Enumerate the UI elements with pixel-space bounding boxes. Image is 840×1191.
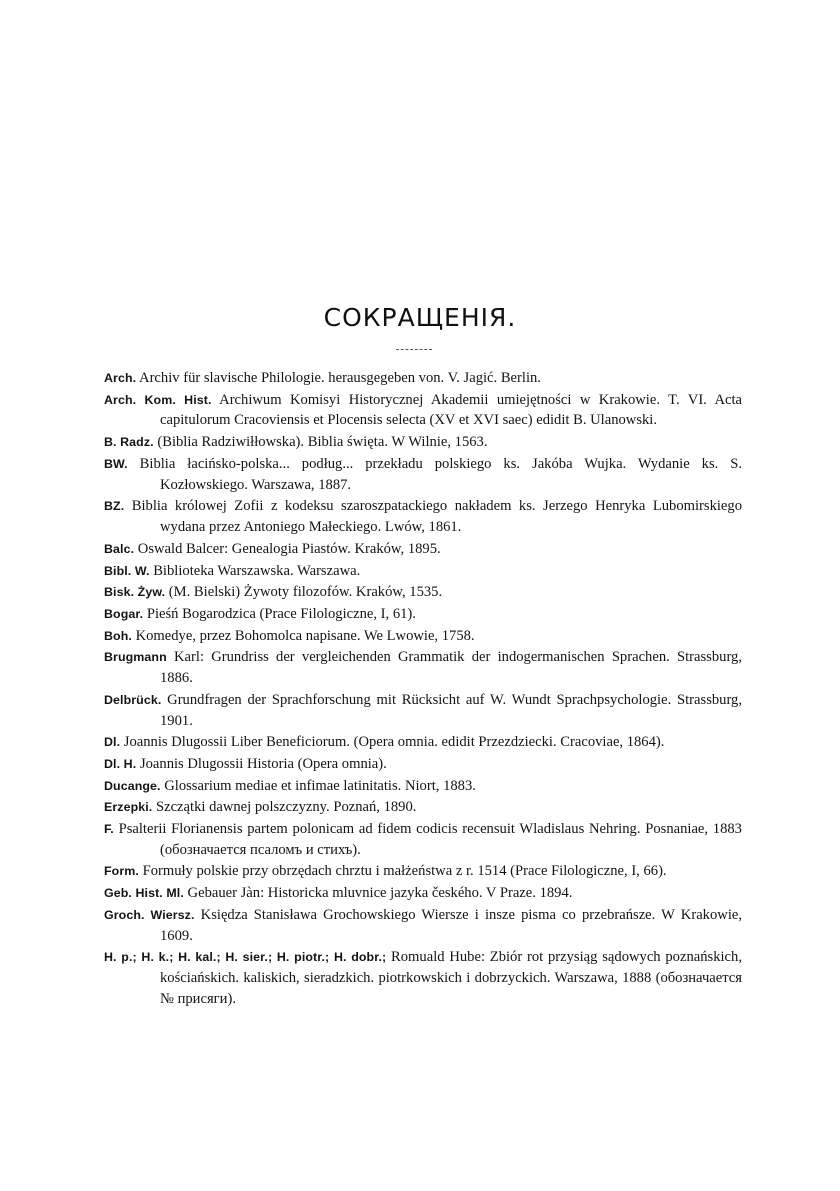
abbreviation-entry [104, 432, 742, 453]
entry-text: Archiwum Komisyi Historycznej Akademii umiejętności w Krakowie. T. VI. Acta capitulorum Cracoviensis et Plocensis selecta (XV et XVI saec) edidit B. Ulanowski. [160, 391, 742, 429]
entry-text: Psalterii Florianensis partem polonicam ad fidem codicis recensuit Wladislaus Nehring. Posnaniae, 1883 (обозначается псаломъ и стихъ). [118, 820, 742, 858]
entry-text: Grundfragen der Sprachforschung mit Rücksicht auf W. Wundt Sprachpsychologie. Strassburg, 1901. [160, 691, 743, 729]
entry-abbreviation: Dl. [104, 735, 121, 750]
abbreviation-entry [104, 368, 742, 389]
entry-abbreviation: BW. [104, 456, 128, 471]
abbreviation-entry [104, 819, 742, 861]
abbreviation-entry [104, 390, 742, 432]
abbreviation-entry [104, 604, 742, 625]
entry-text: Biblioteka Warszawska. Warszawa. [153, 562, 361, 579]
abbreviation-entry [104, 690, 742, 732]
entry-abbreviation: Arch. Kom. Hist. [104, 392, 212, 407]
abbreviation-entry [104, 754, 742, 775]
entry-text: Karl: Grundriss der vergleichenden Grammatik der indogermanischen Sprachen. Strassburg, 1886. [160, 649, 743, 687]
entry-abbreviation: F. [104, 821, 114, 836]
entry-abbreviation: Bibl. W. [104, 563, 150, 578]
entry-text: Szczątki dawnej polszczyzny. Poznań, 1890. [155, 799, 417, 816]
abbreviation-entry [104, 626, 742, 647]
abbreviation-entry [104, 776, 742, 797]
entry-abbreviation: Bisk. Żyw. [104, 585, 166, 600]
entry-abbreviation: Delbrück. [104, 692, 162, 707]
abbreviation-entry [104, 496, 742, 538]
entry-text: Pieśń Bogarodzica (Prace Filologiczne, I, 61). [146, 605, 416, 622]
abbreviation-entry [104, 561, 742, 582]
entry-abbreviation: Form. [104, 864, 139, 879]
entry-text: Formuły polskie przy obrzędach chrztu i małżeństwa z r. 1514 (Prace Filologiczne, I, 66). [142, 863, 667, 880]
entry-abbreviation: Ducange. [104, 778, 161, 793]
entry-text: (Biblia Radziwiłłowska). Biblia święta. W Wilnie, 1563. [157, 434, 488, 451]
abbreviation-entry [104, 582, 742, 603]
entry-abbreviation: Groch. Wiersz. [104, 907, 195, 922]
abbreviation-entry [104, 647, 742, 689]
entry-text: Biblia królowej Zofii z kodeksu szaroszpatackiego nakładem ks. Jerzego Henryka Lubomirskiego wydana przez Antoniego Małeckiego. Lwów, 1861. [131, 498, 742, 536]
page-title: СОКРАЩЕНІЯ. [323, 303, 517, 332]
entry-text: Gebauer Jàn: Historicka mluvnice jazyka českého. V Praze. 1894. [187, 885, 573, 902]
abbreviation-entry [104, 539, 742, 560]
entry-abbreviation: Erzepki. [104, 800, 153, 815]
abbreviation-list [104, 368, 742, 1011]
entry-text: Joannis Dlugossii Historia (Opera omnia). [139, 755, 387, 772]
entry-abbreviation: Arch. [104, 371, 137, 385]
title-divider [396, 349, 432, 350]
entry-abbreviation: Boh. [104, 628, 132, 643]
entry-abbreviation: Dl. H. [104, 756, 137, 771]
entry-abbreviation: B. Radz. [104, 435, 154, 450]
entry-abbreviation: Balc. [104, 541, 135, 556]
entry-text: Glossarium mediae et infimae latinitatis. Niort, 1883. [164, 777, 476, 794]
abbreviation-entry [104, 905, 742, 947]
entry-abbreviation: Bogar. [104, 606, 144, 621]
entry-text: Księdza Stanisława Grochowskiego Wiersze i insze pisma co przebrańsze. W Krakowie, 1609. [160, 906, 742, 944]
entry-text: Archiv für slavische Philologie. herausgegeben von. V. Jagić. Berlin. [139, 370, 541, 386]
entry-abbreviation: H. p.; H. k.; H. kal.; H. sier.; H. piotr.; H. dobr.; [104, 950, 387, 965]
abbreviation-entry [104, 454, 742, 496]
entry-text: Komedye, przez Bohomolca napisane. We Lwowie, 1758. [135, 627, 475, 644]
entry-abbreviation: Brugmann [104, 650, 167, 665]
abbreviation-entry [104, 947, 742, 1009]
abbreviation-entry [104, 861, 742, 882]
entry-abbreviation: BZ. [104, 499, 125, 514]
entry-text: Biblia łacińsko-polska... podług... przekładu polskiego ks. Jakóba Wujka. Wydanie ks. S. Kozłowskiego. Warszawa, 1887. [139, 455, 742, 493]
abbreviation-entry [104, 883, 742, 904]
entry-abbreviation: Geb. Hist. Ml. [104, 886, 184, 901]
entry-text: Joannis Dlugossii Liber Beneficiorum. (Opera omnia. edidit Przezdziecki. Cracoviae, 1864). [123, 734, 665, 751]
entry-text: Romuald Hube: Zbiór rot przysiąg sądowych poznańskich, kościańskich. kaliskich, sieradzkich. piotrkowskich i dobrzyckich. Warszawa, 1888 (обозначается № присяги). [160, 949, 742, 1007]
entry-text: (M. Bielski) Żywoty filozofów. Kraków, 1535. [168, 584, 443, 601]
entry-text: Oswald Balcer: Genealogia Piastów. Kraków, 1895. [137, 540, 441, 557]
abbreviation-entry [104, 732, 742, 753]
abbreviation-entry [104, 797, 742, 818]
